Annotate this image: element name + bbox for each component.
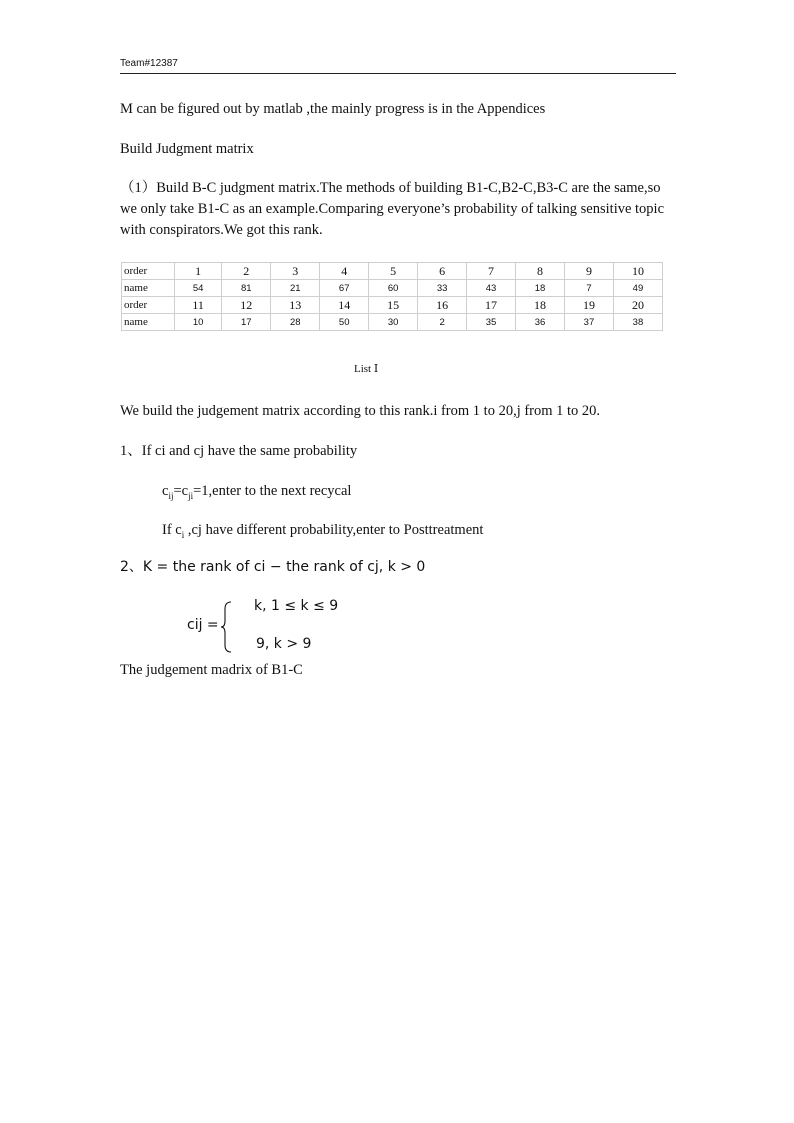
table-cell: 49 (613, 280, 662, 297)
table-cell: 1 (175, 263, 222, 280)
table-cell: 38 (613, 314, 662, 331)
row-label: order (122, 263, 175, 280)
table-cell: 8 (516, 263, 565, 280)
table-cell: 16 (418, 297, 467, 314)
step-1: 1、If ci and cj have the same probability (120, 443, 358, 459)
table-cell: 17 (467, 297, 516, 314)
table-cell: 18 (516, 297, 565, 314)
table-row (122, 314, 663, 331)
step-1-condition-different: If $c_i$ ,cj have different probability,enter to Posttreatment (162, 522, 484, 540)
table-row (122, 280, 663, 297)
table-cell: 3 (271, 263, 320, 280)
rank-table (121, 262, 663, 331)
step-1-condition-same: $c_{ij}=c_{ji}=1,enter$ to the next recycal (162, 483, 352, 501)
table-cell: 54 (175, 280, 222, 297)
table-cell: 10 (175, 314, 222, 331)
paragraph-judgement-madrix: The judgement madrix of B1-C (120, 662, 303, 678)
table-cell: 67 (320, 280, 369, 297)
table-cell: 6 (418, 263, 467, 280)
table-caption: List Ⅰ (354, 363, 379, 375)
table-cell: 20 (613, 297, 662, 314)
table-cell: 81 (222, 280, 271, 297)
table-cell: 14 (320, 297, 369, 314)
table-cell: 9 (564, 263, 613, 280)
page-header (120, 57, 676, 74)
table-cell: 19 (564, 297, 613, 314)
row-label: name (122, 314, 175, 331)
paragraph-build-matrix: We build the judgement matrix according to this rank.i from 1 to 20,j from 1 to 20. (120, 403, 601, 419)
table-cell: 35 (467, 314, 516, 331)
left-brace-icon (221, 601, 233, 653)
table-cell: 28 (271, 314, 320, 331)
table-cell: 2 (222, 263, 271, 280)
table-cell: 5 (369, 263, 418, 280)
table-cell: 7 (467, 263, 516, 280)
row-label: order (122, 297, 175, 314)
table-cell: 43 (467, 280, 516, 297)
heading-build-judgment-matrix: Build Judgment matrix (120, 141, 254, 157)
table-cell: 11 (175, 297, 222, 314)
cij-equation-lhs: cij = (187, 617, 219, 633)
paragraph-b-c-matrix: （1）Build B-C judgment matrix.The methods of building B1-C,B2-C,B3-C are the same,so we only take B1-C as an example.Comparing everyone’s probability of talking sensitive topic with conspirators.We got this rank. (120, 180, 665, 238)
paragraph-matlab: M can be figured out by matlab ,the mainly progress is in the Appendices (120, 101, 546, 117)
table-cell: 36 (516, 314, 565, 331)
row-label: name (122, 280, 175, 297)
cij-case-1: k, 1 ≤ k ≤ 9 (254, 598, 339, 614)
table-cell: 33 (418, 280, 467, 297)
table-cell: 18 (516, 280, 565, 297)
table-cell: 37 (564, 314, 613, 331)
table-cell: 50 (320, 314, 369, 331)
table-cell: 12 (222, 297, 271, 314)
table-cell: 21 (271, 280, 320, 297)
table-cell: 4 (320, 263, 369, 280)
table-cell: 15 (369, 297, 418, 314)
table-cell: 7 (564, 280, 613, 297)
step-2: 2、K = the rank of ci − the rank of cj, k > 0 (120, 559, 426, 575)
table-cell: 17 (222, 314, 271, 331)
table-cell: 13 (271, 297, 320, 314)
table-cell: 2 (418, 314, 467, 331)
table-row (122, 297, 663, 314)
table-cell: 10 (613, 263, 662, 280)
table-row (122, 263, 663, 280)
table-cell: 60 (369, 280, 418, 297)
cij-case-2: 9, k > 9 (256, 636, 312, 652)
team-number: Team#12387 (120, 58, 178, 69)
table-cell: 30 (369, 314, 418, 331)
